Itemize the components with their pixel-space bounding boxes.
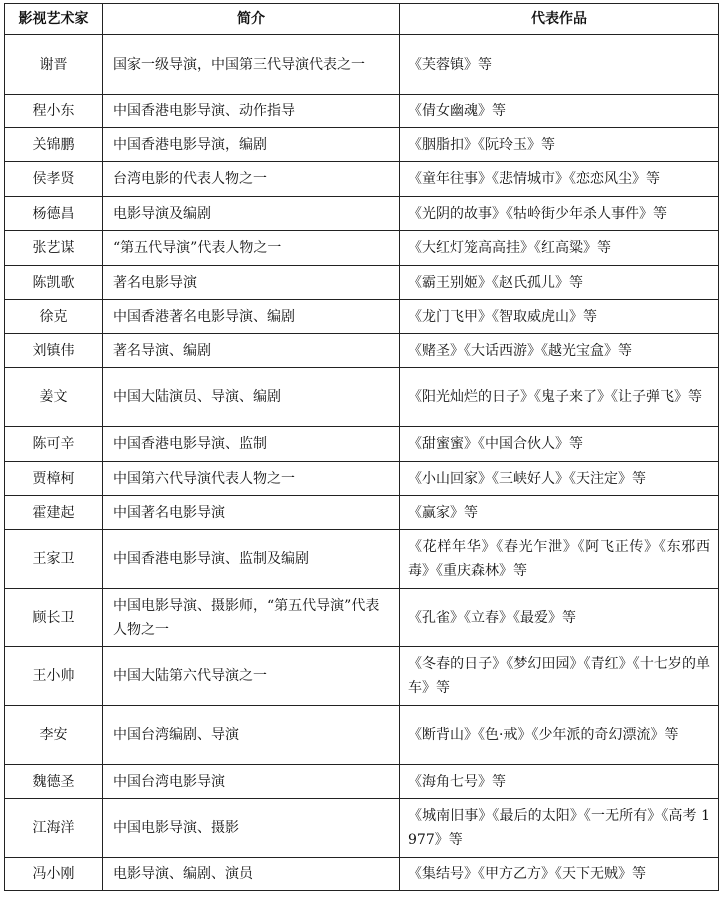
name-cell: 谢晋 <box>5 35 103 95</box>
works-cell: 《城南旧事》《最后的太阳》《一无所有》《高考 1977》等 <box>400 799 719 858</box>
works-cell: 《大红灯笼高高挂》《红高粱》等 <box>400 231 719 266</box>
name-cell: 王小帅 <box>5 647 103 706</box>
intro-cell: 中国著名电影导演 <box>103 496 400 530</box>
table-row <box>5 530 719 589</box>
name-cell: 霍建起 <box>5 496 103 530</box>
name-cell: 陈凯歌 <box>5 266 103 300</box>
name-cell: 李安 <box>5 706 103 765</box>
table-row <box>5 647 719 706</box>
table-row <box>5 231 719 266</box>
intro-cell: 中国台湾电影导演 <box>103 765 400 799</box>
name-cell: 侯孝贤 <box>5 162 103 197</box>
works-cell: 《赢家》等 <box>400 496 719 530</box>
works-cell: 《倩女幽魂》等 <box>400 95 719 128</box>
intro-cell: 国家一级导演，中国第三代导演代表之一 <box>103 35 400 95</box>
works-cell: 《芙蓉镇》等 <box>400 35 719 95</box>
intro-cell: 中国香港电影导演、动作指导 <box>103 95 400 128</box>
name-cell: 关锦鹏 <box>5 128 103 162</box>
name-cell: 贾樟柯 <box>5 462 103 496</box>
name-cell: 王家卫 <box>5 530 103 589</box>
works-cell: 《赌圣》《大话西游》《越光宝盒》等 <box>400 334 719 368</box>
intro-cell: 中国香港电影导演，编剧 <box>103 128 400 162</box>
works-cell: 《断背山》《色·戒》《少年派的奇幻漂流》等 <box>400 706 719 765</box>
works-cell: 《孔雀》《立春》《最爱》等 <box>400 589 719 647</box>
table-row <box>5 162 719 197</box>
table-row <box>5 765 719 799</box>
table-row <box>5 95 719 128</box>
name-cell: 魏德圣 <box>5 765 103 799</box>
table-row <box>5 35 719 95</box>
works-cell: 《胭脂扣》《阮玲玉》等 <box>400 128 719 162</box>
works-cell: 《集结号》《甲方乙方》《天下无贼》等 <box>400 858 719 891</box>
intro-cell: 中国电影导演、摄影师，“第五代导演”代表人物之一 <box>103 589 400 647</box>
table-row <box>5 334 719 368</box>
name-cell: 刘镇伟 <box>5 334 103 368</box>
table-row <box>5 706 719 765</box>
table-row <box>5 427 719 462</box>
table-row <box>5 589 719 647</box>
name-cell: 顾长卫 <box>5 589 103 647</box>
intro-cell: 中国香港电影导演、监制 <box>103 427 400 462</box>
table-row <box>5 462 719 496</box>
intro-cell: 中国电影导演、摄影 <box>103 799 400 858</box>
header-row <box>5 4 719 35</box>
header-intro: 简介 <box>103 4 400 35</box>
intro-cell: 电影导演及编剧 <box>103 197 400 231</box>
table-header <box>5 4 719 35</box>
intro-cell: 著名电影导演 <box>103 266 400 300</box>
intro-cell: 中国大陆演员、导演、编剧 <box>103 368 400 427</box>
table-row <box>5 496 719 530</box>
table-row <box>5 368 719 427</box>
works-cell: 《甜蜜蜜》《中国合伙人》等 <box>400 427 719 462</box>
works-cell: 《龙门飞甲》《智取威虎山》等 <box>400 300 719 334</box>
name-cell: 程小东 <box>5 95 103 128</box>
intro-cell: 中国第六代导演代表人物之一 <box>103 462 400 496</box>
intro-cell: “第五代导演”代表人物之一 <box>103 231 400 266</box>
name-cell: 姜文 <box>5 368 103 427</box>
header-artist: 影视艺术家 <box>5 4 103 35</box>
works-cell: 《花样年华》《春光乍泄》《阿飞正传》《东邪西毒》《重庆森林》等 <box>400 530 719 589</box>
intro-cell: 中国香港著名电影导演、编剧 <box>103 300 400 334</box>
works-cell: 《阳光灿烂的日子》《鬼子来了》《让子弹飞》等 <box>400 368 719 427</box>
table-row <box>5 858 719 891</box>
table-row <box>5 799 719 858</box>
table-row <box>5 266 719 300</box>
name-cell: 杨德昌 <box>5 197 103 231</box>
name-cell: 张艺谋 <box>5 231 103 266</box>
name-cell: 徐克 <box>5 300 103 334</box>
name-cell: 冯小刚 <box>5 858 103 891</box>
name-cell: 江海洋 <box>5 799 103 858</box>
intro-cell: 中国香港电影导演、监制及编剧 <box>103 530 400 589</box>
works-cell: 《海角七号》等 <box>400 765 719 799</box>
header-works: 代表作品 <box>400 4 719 35</box>
works-cell: 《童年往事》《悲情城市》《恋恋风尘》等 <box>400 162 719 197</box>
works-cell: 《光阴的故事》《牯岭街少年杀人事件》等 <box>400 197 719 231</box>
works-cell: 《冬春的日子》《梦幻田园》《青红》《十七岁的单车》等 <box>400 647 719 706</box>
intro-cell: 电影导演、编剧、演员 <box>103 858 400 891</box>
filmmakers-table <box>4 3 719 891</box>
table-row <box>5 300 719 334</box>
table-row <box>5 197 719 231</box>
intro-cell: 中国大陆第六代导演之一 <box>103 647 400 706</box>
table-body <box>5 35 719 891</box>
name-cell: 陈可辛 <box>5 427 103 462</box>
intro-cell: 中国台湾编剧、导演 <box>103 706 400 765</box>
table-row <box>5 128 719 162</box>
intro-cell: 著名导演、编剧 <box>103 334 400 368</box>
works-cell: 《霸王别姬》《赵氏孤儿》等 <box>400 266 719 300</box>
intro-cell: 台湾电影的代表人物之一 <box>103 162 400 197</box>
works-cell: 《小山回家》《三峡好人》《天注定》等 <box>400 462 719 496</box>
